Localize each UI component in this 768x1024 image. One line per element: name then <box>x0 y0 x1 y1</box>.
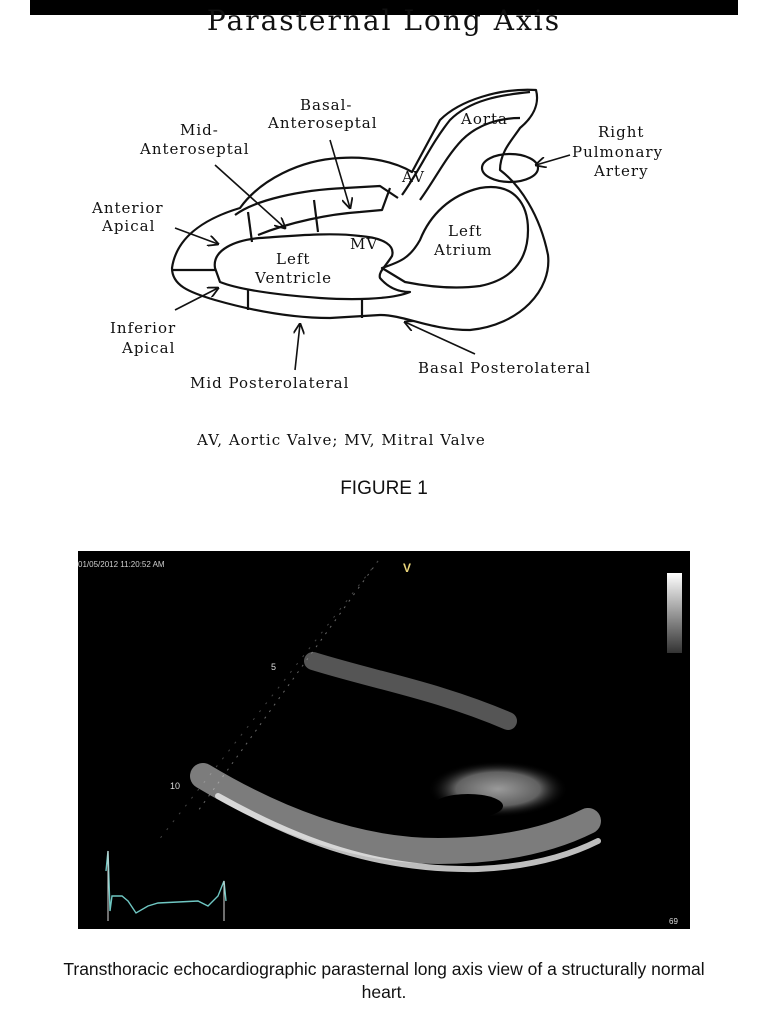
grayscale-bar <box>667 573 682 653</box>
label-mid-posterolateral: Mid Posterolateral <box>190 374 350 392</box>
echo-sector <box>78 551 690 929</box>
label-mv: MV <box>350 235 379 253</box>
depth-5: 5 <box>271 662 277 672</box>
frame-number: 69 <box>669 917 678 926</box>
label-av: AV <box>402 168 425 186</box>
label-mid-anteroseptal-2: Anteroseptal <box>140 140 250 158</box>
echo-image <box>78 551 690 929</box>
label-basal-anteroseptal-2: Anteroseptal <box>268 114 378 132</box>
label-right-pulmonary-3: Artery <box>594 162 649 180</box>
label-left-atrium-1: Left <box>448 222 483 240</box>
label-anterior-apical-1: Anterior <box>92 199 164 217</box>
diagram-title: Parasternal Long Axis <box>206 4 562 37</box>
septum-outer <box>258 188 390 235</box>
figure-label: FIGURE 1 <box>340 478 428 499</box>
label-basal-posterolateral: Basal Posterolateral <box>418 359 592 377</box>
label-left-ventricle-1: Left <box>276 250 311 268</box>
label-right-pulmonary-2: Pulmonary <box>572 143 664 161</box>
echo-marker: V <box>403 561 412 575</box>
label-inferior-apical-2: Apical <box>122 339 176 357</box>
label-mid-anteroseptal-1: Mid- <box>180 121 219 139</box>
label-left-atrium-2: Atrium <box>434 241 493 259</box>
figure-caption: Transthoracic echocardiographic parasternal long axis view of a structurally normal heart. <box>63 959 705 1002</box>
legend-text: AV, Aortic Valve; MV, Mitral Valve <box>197 431 486 449</box>
depth-10: 10 <box>170 781 181 791</box>
echo-timestamp: 01/05/2012 11:20:52 AM <box>78 560 165 569</box>
label-inferior-apical-1: Inferior <box>110 319 177 337</box>
label-basal-anteroseptal-1: Basal- <box>300 96 353 114</box>
label-left-ventricle-2: Ventricle <box>255 269 333 287</box>
heart-diagram <box>0 0 768 470</box>
label-aorta: Aorta <box>461 110 509 128</box>
label-anterior-apical-2: Apical <box>102 217 156 235</box>
label-right-pulmonary-1: Right <box>598 123 645 141</box>
left-ventricle-cavity <box>215 234 410 299</box>
